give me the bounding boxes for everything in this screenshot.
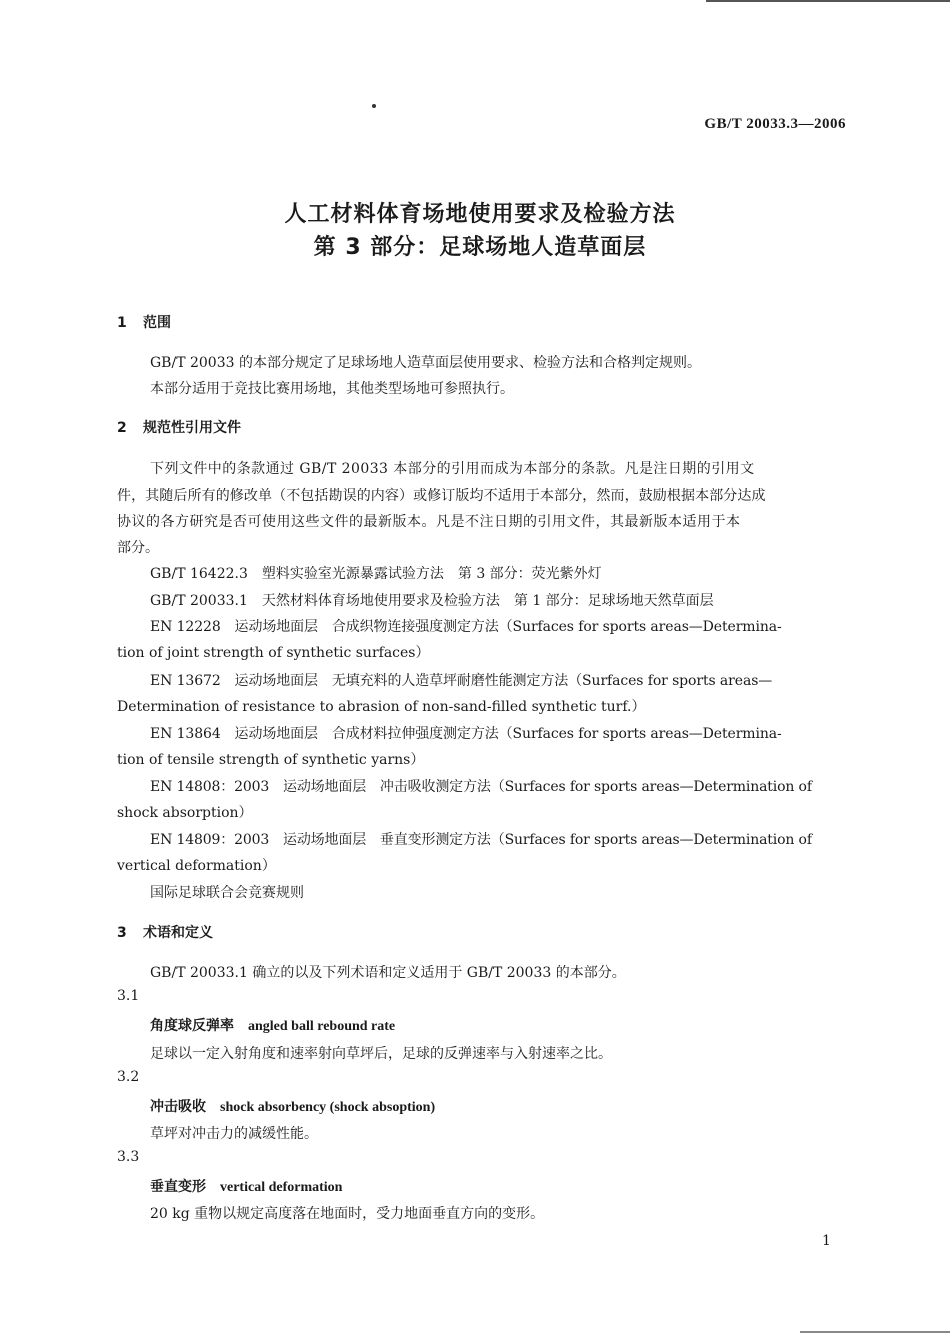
section-2-title: 规范性引用文件 [143, 420, 241, 436]
reference-item: EN 13864 运动场地面层 合成材料拉伸强度测定方法（Surfaces for sports areas—Determina- [150, 726, 782, 742]
scan-speck [372, 104, 376, 108]
section-2-heading [117, 417, 241, 437]
term-definition: 草坪对冲击力的减缓性能。 [150, 1126, 318, 1142]
section-3-title: 术语和定义 [143, 925, 213, 941]
reference-item: EN 14809：2003 运动场地面层 垂直变形测定方法（Surfaces for sports areas—Determination of [150, 832, 812, 848]
top-rule [706, 0, 950, 2]
term-en: vertical deformation [220, 1180, 343, 1195]
reference-item-cont: tion of tensile strength of synthetic yarns） [117, 752, 425, 768]
reference-item: GB/T 16422.3 塑料实验室光源暴露试验方法 第 3 部分：荧光紫外灯 [150, 566, 602, 582]
reference-item: GB/T 20033.1 天然材料体育场地使用要求及检验方法 第 1 部分：足球场地天然草面层 [150, 593, 714, 609]
term-en: shock absorbency (shock absoption) [220, 1100, 436, 1115]
section-2-intro-line: 下列文件中的条款通过 GB/T 20033 本部分的引用而成为本部分的条款。凡是注日期的引用文 [150, 461, 755, 477]
term-definition: 足球以一定入射角度和速率射向草坪后，足球的反弹速率与入射速率之比。 [150, 1046, 612, 1062]
reference-item-cont: Determination of resistance to abrasion of non-sand-filled synthetic turf.） [117, 699, 646, 715]
section-1-paragraph: GB/T 20033 的本部分规定了足球场地人造草面层使用要求、检验方法和合格判定规则。 [150, 355, 701, 371]
reference-item: EN 13672 运动场地面层 无填充料的人造草坪耐磨性能测定方法（Surfaces for sports areas— [150, 673, 773, 689]
section-2-intro-line: 协议的各方研究是否可使用这些文件的最新版本。凡是不注日期的引用文件，其最新版本适用于本 [117, 514, 741, 530]
term-cn: 垂直变形 [150, 1179, 206, 1195]
section-1-paragraph: 本部分适用于竞技比赛用场地，其他类型场地可参照执行。 [150, 381, 514, 397]
reference-item: 国际足球联合会竞赛规则 [150, 885, 304, 901]
reference-item: EN 14808：2003 运动场地面层 冲击吸收测定方法（Surfaces for sports areas—Determination of [150, 779, 812, 795]
term-en: angled ball rebound rate [248, 1019, 396, 1034]
standard-number: GB/T 20033.3—2006 [704, 116, 846, 132]
section-3-intro: GB/T 20033.1 确立的以及下列术语和定义适用于 GB/T 20033 的本部分。 [150, 965, 626, 981]
document-title: 人工材料体育场地使用要求及检验方法 [284, 202, 676, 227]
document-subtitle: 第 3 部分：足球场地人造草面层 [313, 235, 647, 260]
section-2-intro-line: 部分。 [117, 540, 159, 556]
section-3-heading [117, 922, 213, 942]
section-2-number: 2 [117, 420, 127, 436]
bottom-rule [800, 1331, 950, 1333]
section-1-number: 1 [117, 315, 127, 331]
page-number: 1 [822, 1233, 831, 1249]
section-3-number: 3 [117, 925, 127, 941]
term-heading [150, 1096, 435, 1116]
term-number: 3.2 [117, 1069, 140, 1085]
term-definition: 20 kg 重物以规定高度落在地面时，受力地面垂直方向的变形。 [150, 1206, 545, 1222]
term-cn: 角度球反弹率 [150, 1018, 234, 1034]
term-heading [150, 1015, 395, 1035]
term-number: 3.3 [117, 1149, 140, 1165]
section-1-heading [117, 312, 171, 332]
term-heading [150, 1176, 342, 1196]
reference-item: EN 12228 运动场地面层 合成织物连接强度测定方法（Surfaces for sports areas—Determina- [150, 619, 782, 635]
section-2-intro-line: 件，其随后所有的修改单（不包括勘误的内容）或修订版均不适用于本部分，然而，鼓励根据本部分达成 [117, 488, 766, 504]
term-cn: 冲击吸收 [150, 1099, 206, 1115]
reference-item-cont: tion of joint strength of synthetic surfaces） [117, 645, 430, 661]
term-number: 3.1 [117, 988, 140, 1004]
section-1-title: 范围 [143, 315, 171, 331]
reference-item-cont: vertical deformation） [117, 858, 276, 874]
reference-item-cont: shock absorption） [117, 805, 253, 821]
